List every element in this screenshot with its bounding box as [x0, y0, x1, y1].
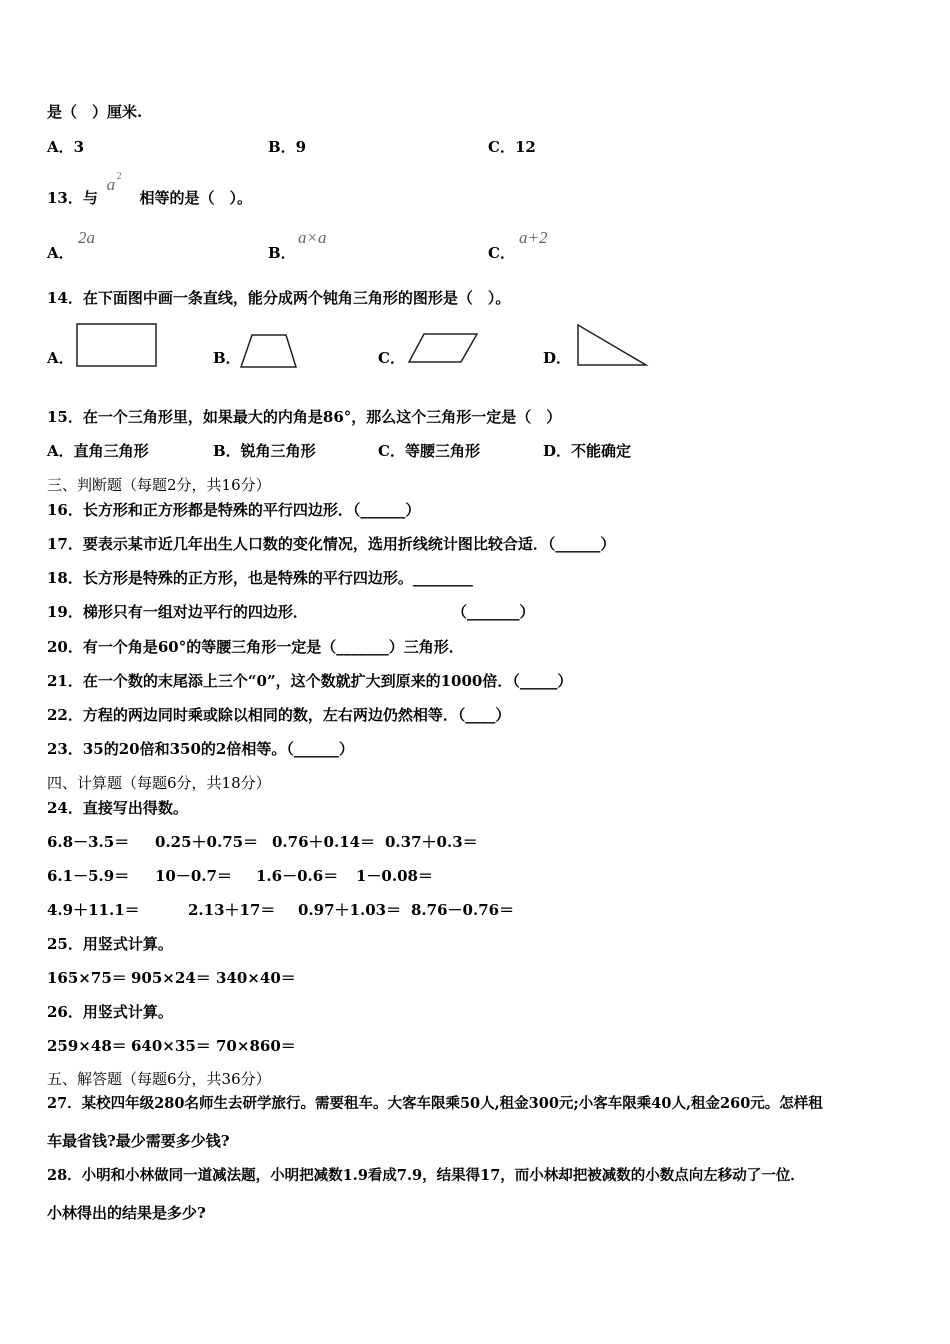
- q13-option-b-expr: a×a: [298, 228, 327, 247]
- q24-r1-c4: 0.37＋0.3＝: [385, 833, 478, 851]
- q25-item-2: 905×24＝: [131, 969, 211, 987]
- q15-question: 15．在一个三角形里，如果最大的内角是86°，那么这个三角形一定是（ ）: [47, 408, 562, 426]
- right-triangle-figure: [575, 322, 649, 368]
- q13-option-c-expr: a+2: [519, 228, 548, 247]
- q24-r1-c1: 6.8－3.5＝: [47, 833, 130, 851]
- q14-option-c-label: C．: [378, 349, 405, 367]
- q13-expression: [103, 171, 135, 203]
- q12-option-b: B．9: [268, 138, 307, 156]
- q18: 18．长方形是特殊的正方形，也是特殊的平行四边形。________: [47, 569, 473, 587]
- q28-line-1: 28．小明和小林做同一道减法题，小明把减数1.9看成7.9，结果得17，而小林却把被减数的小数点向左移动了一位．: [47, 1167, 805, 1184]
- q24-r2-c2: 10－0.7＝: [155, 867, 232, 885]
- q24-r1-c3: 0.76＋0.14＝: [272, 833, 376, 851]
- q13-question: [47, 171, 252, 208]
- q24-r2-c1: 6.1－5.9＝: [47, 867, 130, 885]
- q12-option-a: A．3: [47, 138, 85, 156]
- q26-item-2: 640×35＝: [131, 1037, 211, 1055]
- q23: 23．35的20倍和350的2倍相等。（______）: [47, 740, 354, 758]
- q27-line-1: 27．某校四年级280名师生去研学旅行。需要租车。大客车限乘50人,租金300元;小客车限乘40人,租金260元。怎样租: [47, 1095, 823, 1112]
- q16: 16．长方形和正方形都是特殊的平行四边形．（______）: [47, 501, 421, 519]
- q25-title: 25．用竖式计算。: [47, 935, 173, 953]
- q15-option-d: D．不能确定: [543, 442, 632, 460]
- q15-option-a: A．直角三角形: [47, 442, 149, 460]
- q24-r2-c4: 1－0.08＝: [356, 867, 433, 885]
- q24-r3-c2: 2.13＋17＝: [188, 901, 276, 919]
- q21: 21．在一个数的末尾添上三个“0”，这个数就扩大到原来的1000倍．（_____）: [47, 672, 573, 690]
- section-3-heading: 三、判断题（每题2分，共16分）: [47, 476, 271, 494]
- section-5-heading: 五、解答题（每题6分，共36分）: [47, 1070, 271, 1088]
- q25-item-3: 340×40＝: [216, 969, 296, 987]
- q15-option-b: B．锐角三角形: [213, 442, 316, 460]
- q13-expr-base: a: [106, 175, 116, 194]
- q22: 22．方程的两边同时乘或除以相同的数，左右两边仍然相等．（____）: [47, 706, 511, 724]
- q27-line-2: 车最省钱?最少需要多少钱?: [47, 1132, 230, 1150]
- q13-prefix: 13．与: [47, 189, 98, 207]
- rectangle-figure: [75, 322, 159, 368]
- q13-option-b-label: B．: [268, 244, 296, 262]
- q24-r1-c2: 0.25＋0.75＝: [155, 833, 259, 851]
- q24-r3-c4: 8.76－0.76＝: [411, 901, 515, 919]
- q14-option-a-label: A．: [47, 349, 74, 367]
- section-4-heading: 四、计算题（每题6分，共18分）: [47, 774, 271, 792]
- q24-title: 24．直接写出得数。: [47, 799, 188, 817]
- q14-option-b-label: B．: [213, 349, 241, 367]
- q26-item-1: 259×48＝: [47, 1037, 127, 1055]
- q13-suffix: 相等的是（ ）。: [139, 189, 252, 207]
- q20: 20．有一个角是60°的等腰三角形一定是（_______）三角形．: [47, 638, 464, 656]
- q14-question: 14．在下面图中画一条直线，能分成两个钝角三角形的图形是（ ）。: [47, 289, 511, 307]
- q17: 17．要表示某市近几年出生人口数的变化情况，选用折线统计图比较合适．（______）: [47, 535, 616, 553]
- q28-line-2: 小林得出的结果是多少?: [47, 1204, 206, 1222]
- trapezoid-figure: [238, 332, 300, 370]
- q26-title: 26．用竖式计算。: [47, 1003, 173, 1021]
- q14-option-d-label: D．: [543, 349, 572, 367]
- q15-option-c: C．等腰三角形: [378, 442, 480, 460]
- q24-r3-c1: 4.9＋11.1＝: [47, 901, 140, 919]
- q13-expr-exp: 2: [116, 171, 122, 182]
- q12-tail: 是（ ）厘米.: [47, 103, 143, 121]
- q13-option-c-label: C．: [488, 244, 515, 262]
- q24-r2-c3: 1.6－0.6＝: [256, 867, 339, 885]
- q13-option-a-expr: 2a: [78, 228, 95, 247]
- parallelogram-figure: [406, 331, 480, 365]
- q19-blank: （_______）: [452, 603, 535, 621]
- q24-r3-c3: 0.97＋1.03＝: [298, 901, 402, 919]
- q25-item-1: 165×75＝: [47, 969, 127, 987]
- q12-option-c: C．12: [488, 138, 536, 156]
- q13-option-a-label: A．: [47, 244, 74, 262]
- q19: 19．梯形只有一组对边平行的四边形．: [47, 603, 308, 621]
- q26-item-3: 70×860＝: [216, 1037, 296, 1055]
